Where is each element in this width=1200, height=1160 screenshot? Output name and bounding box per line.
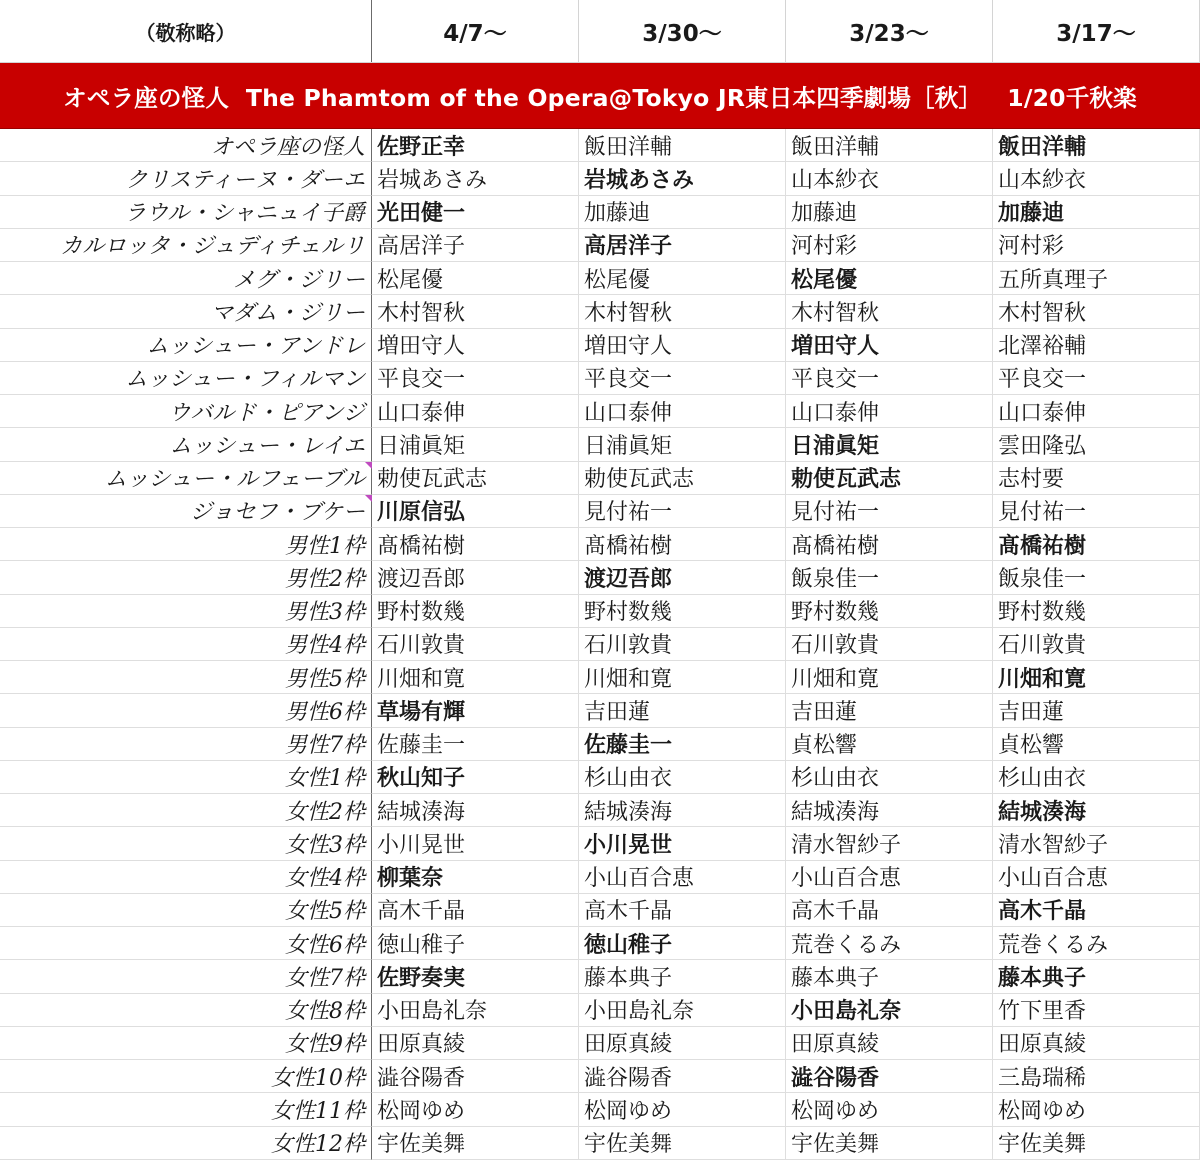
table-row [0, 628, 1200, 661]
cast-cell[interactable]: 杉山由衣 [993, 761, 1200, 794]
cast-cell[interactable]: 石川敦貴 [786, 628, 993, 661]
role-cell[interactable]: 男性2枠 [0, 561, 372, 594]
cast-cell[interactable]: 勅使瓦武志 [579, 462, 786, 495]
date-header-4[interactable]: 3/17〜 [993, 0, 1200, 62]
cast-cell[interactable]: 北澤裕輔 [993, 329, 1200, 362]
role-cell[interactable]: 女性5枠 [0, 894, 372, 927]
cast-cell[interactable]: 日浦眞矩 [372, 428, 579, 461]
cast-cell[interactable]: 秋山知子 [372, 761, 579, 794]
table-row [0, 1093, 1200, 1126]
cast-cell[interactable]: 結城湊海 [372, 794, 579, 827]
cast-cell[interactable]: 柳葉奈 [372, 861, 579, 894]
cast-cell[interactable]: 結城湊海 [579, 794, 786, 827]
comment-indicator-icon[interactable] [365, 495, 372, 502]
cast-cell[interactable]: 小川晃世 [579, 827, 786, 860]
cast-cell[interactable]: 野村数幾 [579, 595, 786, 628]
cast-cell[interactable]: 松岡ゆめ [372, 1093, 579, 1126]
cast-cell[interactable]: 石川敦貴 [579, 628, 786, 661]
table-row [0, 196, 1200, 229]
cast-cell[interactable]: 佐藤圭一 [579, 728, 786, 761]
cast-cell[interactable]: 川畑和寛 [372, 661, 579, 694]
table-row [0, 295, 1200, 328]
cast-cell[interactable]: 木村智秋 [372, 295, 579, 328]
role-cell[interactable]: マダム・ジリー [0, 295, 372, 328]
cast-cell[interactable]: 渡辺吾郎 [372, 561, 579, 594]
cast-cell[interactable]: 高木千晶 [993, 894, 1200, 927]
cast-cell[interactable]: 荒巻くるみ [993, 927, 1200, 960]
cast-cell[interactable]: 藤本典子 [993, 960, 1200, 993]
cast-cell[interactable]: 見付祐一 [786, 495, 993, 528]
role-cell[interactable]: 女性12枠 [0, 1127, 372, 1160]
cast-cell[interactable]: 岩城あさみ [372, 162, 579, 195]
cast-cell[interactable]: 五所真理子 [993, 262, 1200, 295]
cast-cell[interactable]: 高木千晶 [786, 894, 993, 927]
cast-cell[interactable]: 高居洋子 [579, 229, 786, 262]
table-row [0, 794, 1200, 827]
role-cell[interactable]: メグ・ジリー [0, 262, 372, 295]
cast-cell[interactable]: 貞松響 [993, 728, 1200, 761]
cast-cell[interactable]: 宇佐美舞 [786, 1127, 993, 1160]
role-cell[interactable]: 女性8枠 [0, 994, 372, 1027]
table-row [0, 861, 1200, 894]
cast-table [0, 129, 1200, 1160]
cast-cell[interactable]: 吉田蓮 [786, 694, 993, 727]
role-cell[interactable]: 女性6枠 [0, 927, 372, 960]
role-cell[interactable]: クリスティーヌ・ダーエ [0, 162, 372, 195]
honorifics-note[interactable]: （敬称略） [0, 0, 372, 62]
cast-cell[interactable]: 山口泰伸 [786, 395, 993, 428]
cast-cell[interactable]: 小山百合恵 [579, 861, 786, 894]
cast-cell[interactable]: 小山百合恵 [993, 861, 1200, 894]
role-cell[interactable]: 女性2枠 [0, 794, 372, 827]
table-row [0, 428, 1200, 461]
role-cell[interactable]: ラウル・シャニュイ子爵 [0, 196, 372, 229]
cast-cell[interactable]: 清水智紗子 [993, 827, 1200, 860]
cast-cell[interactable]: 平良交一 [372, 362, 579, 395]
cast-cell[interactable]: 清水智紗子 [786, 827, 993, 860]
cast-cell[interactable]: 河村彩 [786, 229, 993, 262]
cast-cell[interactable]: 徳山稚子 [372, 927, 579, 960]
cast-cell[interactable]: 澁谷陽香 [372, 1060, 579, 1093]
date-header-1[interactable]: 4/7〜 [372, 0, 579, 62]
cast-cell[interactable]: 吉田蓮 [993, 694, 1200, 727]
cast-cell[interactable]: 田原真綾 [579, 1027, 786, 1060]
cast-cell[interactable]: 結城湊海 [993, 794, 1200, 827]
role-cell[interactable]: ウバルド・ピアンジ [0, 395, 372, 428]
table-row [0, 129, 1200, 162]
header-row [0, 0, 1200, 63]
cast-cell[interactable]: 見付祐一 [579, 495, 786, 528]
cast-cell[interactable]: 川畑和寛 [993, 661, 1200, 694]
cast-cell[interactable]: 平良交一 [993, 362, 1200, 395]
cast-cell[interactable]: 石川敦貴 [993, 628, 1200, 661]
cast-cell[interactable]: 雲田隆弘 [993, 428, 1200, 461]
role-cell[interactable]: 女性9枠 [0, 1027, 372, 1060]
role-cell[interactable]: 女性4枠 [0, 861, 372, 894]
cast-cell[interactable]: 小田島礼奈 [579, 994, 786, 1027]
role-cell[interactable]: 男性4枠 [0, 628, 372, 661]
cast-cell[interactable]: 山口泰伸 [372, 395, 579, 428]
cast-cell[interactable]: 田原真綾 [372, 1027, 579, 1060]
table-row [0, 1060, 1200, 1093]
table-row [0, 994, 1200, 1027]
cast-cell[interactable]: 河村彩 [993, 229, 1200, 262]
cast-cell[interactable]: 川畑和寛 [786, 661, 993, 694]
cast-cell[interactable]: 徳山稚子 [579, 927, 786, 960]
cast-cell[interactable]: 光田健一 [372, 196, 579, 229]
cast-cell[interactable]: 田原真綾 [993, 1027, 1200, 1060]
cast-cell[interactable]: 志村要 [993, 462, 1200, 495]
cast-cell[interactable]: 木村智秋 [786, 295, 993, 328]
role-cell[interactable]: 男性3枠 [0, 595, 372, 628]
table-row [0, 362, 1200, 395]
cast-cell[interactable]: 佐野正幸 [372, 129, 579, 162]
cast-cell[interactable]: 日浦眞矩 [786, 428, 993, 461]
cast-cell[interactable]: 高木千晶 [372, 894, 579, 927]
cast-cell[interactable]: 加藤迪 [579, 196, 786, 229]
cast-cell[interactable]: 山本紗衣 [786, 162, 993, 195]
role-cell[interactable]: ムッシュー・アンドレ [0, 329, 372, 362]
cast-cell[interactable]: 佐藤圭一 [372, 728, 579, 761]
cast-cell[interactable]: 渡辺吾郎 [579, 561, 786, 594]
table-row [0, 960, 1200, 993]
cast-cell[interactable]: 藤本典子 [786, 960, 993, 993]
cast-cell[interactable]: 増田守人 [786, 329, 993, 362]
cast-cell[interactable]: 松岡ゆめ [993, 1093, 1200, 1126]
cast-cell[interactable]: 澁谷陽香 [579, 1060, 786, 1093]
cast-cell[interactable]: 髙橋祐樹 [786, 528, 993, 561]
cast-cell[interactable]: 飯田洋輔 [786, 129, 993, 162]
table-row [0, 894, 1200, 927]
role-cell[interactable]: 女性3枠 [0, 827, 372, 860]
cast-cell[interactable]: 増田守人 [372, 329, 579, 362]
cast-cell[interactable]: 宇佐美舞 [372, 1127, 579, 1160]
cast-cell[interactable]: 杉山由衣 [579, 761, 786, 794]
role-cell[interactable]: 女性11枠 [0, 1093, 372, 1126]
cast-cell[interactable]: 松岡ゆめ [579, 1093, 786, 1126]
cast-cell[interactable]: 三島瑞稀 [993, 1060, 1200, 1093]
cast-cell[interactable]: 小田島礼奈 [786, 994, 993, 1027]
cast-cell[interactable]: 小田島礼奈 [372, 994, 579, 1027]
role-cell[interactable]: 男性7枠 [0, 728, 372, 761]
cast-cell[interactable]: 荒巻くるみ [786, 927, 993, 960]
cast-cell[interactable]: 松尾優 [786, 262, 993, 295]
cast-cell[interactable]: 木村智秋 [579, 295, 786, 328]
cast-cell[interactable]: 野村数幾 [786, 595, 993, 628]
cast-cell[interactable]: 飯泉佳一 [993, 561, 1200, 594]
cast-cell[interactable]: 山口泰伸 [993, 395, 1200, 428]
cast-cell[interactable]: 川原信弘 [372, 495, 579, 528]
role-cell[interactable]: 男性5枠 [0, 661, 372, 694]
cast-cell[interactable]: 髙橋祐樹 [579, 528, 786, 561]
cast-cell[interactable]: 飯田洋輔 [579, 129, 786, 162]
cast-cell[interactable]: 勅使瓦武志 [372, 462, 579, 495]
role-cell[interactable]: オペラ座の怪人 [0, 129, 372, 162]
cast-cell[interactable]: 草場有輝 [372, 694, 579, 727]
cast-cell[interactable]: 平良交一 [579, 362, 786, 395]
role-cell[interactable]: ジョセフ・ブケー [0, 495, 372, 528]
cast-cell[interactable]: 小川晃世 [372, 827, 579, 860]
table-row [0, 694, 1200, 727]
cast-cell[interactable]: 平良交一 [786, 362, 993, 395]
cast-cell[interactable]: 髙橋祐樹 [993, 528, 1200, 561]
date-header-2[interactable]: 3/30〜 [579, 0, 786, 62]
cast-cell[interactable]: 宇佐美舞 [579, 1127, 786, 1160]
cast-cell[interactable]: 勅使瓦武志 [786, 462, 993, 495]
cast-cell[interactable]: 飯泉佳一 [786, 561, 993, 594]
role-cell[interactable]: 男性6枠 [0, 694, 372, 727]
cast-cell[interactable]: 日浦眞矩 [579, 428, 786, 461]
table-row [0, 827, 1200, 860]
cast-cell[interactable]: 増田守人 [579, 329, 786, 362]
table-row [0, 262, 1200, 295]
table-row [0, 561, 1200, 594]
table-row [0, 661, 1200, 694]
table-row [0, 1027, 1200, 1060]
cast-cell[interactable]: 結城湊海 [786, 794, 993, 827]
table-row [0, 395, 1200, 428]
table-row [0, 927, 1200, 960]
role-cell[interactable]: 女性1枠 [0, 761, 372, 794]
role-cell[interactable]: ムッシュー・ルフェーブル [0, 462, 372, 495]
table-row [0, 1127, 1200, 1160]
cast-cell[interactable]: 松岡ゆめ [786, 1093, 993, 1126]
cast-cell[interactable]: 吉田蓮 [579, 694, 786, 727]
table-row [0, 495, 1200, 528]
cast-cell[interactable]: 石川敦貴 [372, 628, 579, 661]
cast-cell[interactable]: 小山百合恵 [786, 861, 993, 894]
cast-cell[interactable]: 加藤迪 [993, 196, 1200, 229]
role-cell[interactable]: ムッシュー・レイエ [0, 428, 372, 461]
date-header-3[interactable]: 3/23〜 [786, 0, 993, 62]
table-row [0, 728, 1200, 761]
cast-cell[interactable]: 山本紗衣 [993, 162, 1200, 195]
cast-cell[interactable]: 木村智秋 [993, 295, 1200, 328]
cast-cell[interactable]: 飯田洋輔 [993, 129, 1200, 162]
cast-cell[interactable]: 松尾優 [579, 262, 786, 295]
cast-cell[interactable]: 野村数幾 [993, 595, 1200, 628]
table-row [0, 462, 1200, 495]
cast-cell[interactable]: 田原真綾 [786, 1027, 993, 1060]
cast-cell[interactable]: 佐野奏実 [372, 960, 579, 993]
role-cell[interactable]: 男性1枠 [0, 528, 372, 561]
production-banner[interactable]: オペラ座の怪人 The Phamtom of the Opera@Tokyo JR東日本四季劇場［秋］ 1/20千秋楽 [0, 63, 1200, 129]
cast-cell[interactable]: 高木千晶 [579, 894, 786, 927]
cast-cell[interactable]: 貞松響 [786, 728, 993, 761]
cast-cell[interactable]: 山口泰伸 [579, 395, 786, 428]
role-cell[interactable]: 女性10枠 [0, 1060, 372, 1093]
role-cell[interactable]: 女性7枠 [0, 960, 372, 993]
cast-cell[interactable]: 竹下里香 [993, 994, 1200, 1027]
cast-cell[interactable]: 藤本典子 [579, 960, 786, 993]
table-row [0, 162, 1200, 195]
comment-indicator-icon[interactable] [365, 462, 372, 469]
cast-cell[interactable]: 岩城あさみ [579, 162, 786, 195]
cast-cell[interactable]: 髙橋祐樹 [372, 528, 579, 561]
cast-cell[interactable]: 見付祐一 [993, 495, 1200, 528]
cast-cell[interactable]: 宇佐美舞 [993, 1127, 1200, 1160]
table-row [0, 229, 1200, 262]
table-row [0, 761, 1200, 794]
table-row [0, 595, 1200, 628]
role-cell[interactable]: カルロッタ・ジュディチェルリ [0, 229, 372, 262]
cast-cell[interactable]: 加藤迪 [786, 196, 993, 229]
cast-cell[interactable]: 澁谷陽香 [786, 1060, 993, 1093]
table-row [0, 329, 1200, 362]
cast-cell[interactable]: 野村数幾 [372, 595, 579, 628]
cast-cell[interactable]: 高居洋子 [372, 229, 579, 262]
cast-cell[interactable]: 杉山由衣 [786, 761, 993, 794]
table-row [0, 528, 1200, 561]
cast-cell[interactable]: 川畑和寛 [579, 661, 786, 694]
role-cell[interactable]: ムッシュー・フィルマン [0, 362, 372, 395]
cast-cell[interactable]: 松尾優 [372, 262, 579, 295]
